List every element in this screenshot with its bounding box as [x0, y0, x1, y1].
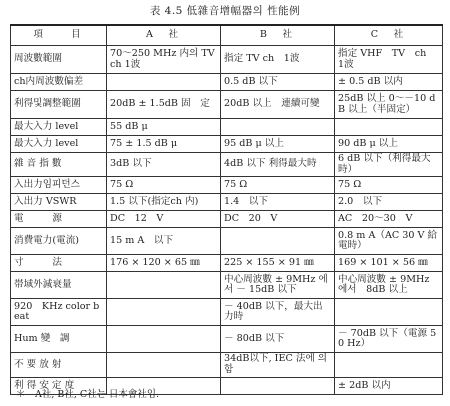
table-row [11, 91, 443, 119]
table-row [11, 272, 443, 299]
cell-c: ± 0.5 dB 以内 [335, 74, 443, 91]
cell-c: 0.8 m A（AC 30 V 給電時） [335, 228, 443, 255]
cell-b: 0.5 dB 以下 [221, 74, 335, 91]
cell-b: 指定 TV ch 1波 [221, 46, 335, 74]
cell-b [221, 119, 335, 136]
cell-c: AC 20～30 V [335, 211, 443, 228]
header-row [11, 25, 443, 46]
cell-b: 4dB 以下 利得最大時 [221, 153, 335, 177]
cell-c: 75 Ω [335, 177, 443, 194]
table-row [11, 211, 443, 228]
row-label: Hum 變 調 [11, 326, 107, 353]
header-item: 項 目 [11, 25, 107, 46]
cell-c: 169 × 101 × 56 ㎜ [335, 255, 443, 272]
table-row [11, 177, 443, 194]
cell-c: 2.0 以下 [335, 194, 443, 211]
cell-a [107, 74, 221, 91]
performance-table [10, 24, 443, 395]
cell-a: DC 12 V [107, 211, 221, 228]
row-label: 寸 法 [11, 255, 107, 272]
cell-b: DC 20 V [221, 211, 335, 228]
cell-c [335, 299, 443, 326]
cell-b: － 80dB 以下 [221, 326, 335, 353]
row-label: 不 要 放 射 [11, 353, 107, 377]
cell-b: 20dB 以上 連續可變 [221, 91, 335, 119]
table-row [11, 74, 443, 91]
table-row [11, 255, 443, 272]
cell-b: 225 × 155 × 91 ㎜ [221, 255, 335, 272]
table-row [11, 299, 443, 326]
table-row [11, 326, 443, 353]
row-label: 入出力임피던스 [11, 177, 107, 194]
row-label: 電 源 [11, 211, 107, 228]
table-row [11, 228, 443, 255]
row-label: 帯域外減衰量 [11, 272, 107, 299]
table-row [11, 194, 443, 211]
row-label: 入出力 VSWR [11, 194, 107, 211]
cell-a: 75 Ω [107, 177, 221, 194]
cell-a: 20dB ± 1.5dB 固 定 [107, 91, 221, 119]
cell-b: 34dB以下, IEC 法에 의함 [221, 353, 335, 377]
row-label: 周波數範圍 [11, 46, 107, 74]
cell-c [335, 353, 443, 377]
cell-a [107, 326, 221, 353]
cell-c: 中心周波數 ± 9MHz 에서 8dB 以上 [335, 272, 443, 299]
row-label: 920 KHz color beat [11, 299, 107, 326]
table-row [11, 353, 443, 377]
row-label: ch内周波數偏差 [11, 74, 107, 91]
header-company-c: C 社 [335, 25, 443, 46]
cell-c: 25dB 以上 0～－10 dB 以上（半固定） [335, 91, 443, 119]
header-company-a: A 社 [107, 25, 221, 46]
cell-a: 75 ± 1.5 dB μ [107, 136, 221, 153]
cell-a: 15 m A 以下 [107, 228, 221, 255]
table-row [11, 46, 443, 74]
table-row [11, 119, 443, 136]
cell-b: 75 Ω [221, 177, 335, 194]
cell-c [335, 119, 443, 136]
table-row [11, 153, 443, 177]
header-company-b: B 社 [221, 25, 335, 46]
cell-a: 176 × 120 × 65 ㎜ [107, 255, 221, 272]
cell-b: 中心周波數 ± 9MHz 에서 － 15dB 以下 [221, 272, 335, 299]
table-title: 表 4.5 低雜音增幅器의 性能例 [149, 5, 301, 17]
cell-a [107, 353, 221, 377]
cell-a: 55 dB μ [107, 119, 221, 136]
cell-c: 90 dB μ 以上 [335, 136, 443, 153]
footnote: ＊ A社, B社, C社는 日本會社임. [16, 389, 160, 400]
cell-b: － 40dB 以下，最大出力時 [221, 299, 335, 326]
row-label: 雜 音 指 數 [11, 153, 107, 177]
cell-c: － 70dB 以下（電源 50 Hz） [335, 326, 443, 353]
row-label: 消費電力(電流) [11, 228, 107, 255]
row-label: 利 得 安 定 度 [11, 377, 107, 394]
cell-b [221, 377, 335, 394]
row-label: 最大入力 level [11, 136, 107, 153]
cell-b [221, 228, 335, 255]
table-row [11, 136, 443, 153]
row-label: 最大入力 level [11, 119, 107, 136]
cell-c: 6 dB 以下（利得最大時） [335, 153, 443, 177]
cell-b: 95 dB μ 以上 [221, 136, 335, 153]
cell-a [107, 272, 221, 299]
cell-a: 3dB 以下 [107, 153, 221, 177]
cell-b: 1.4 以下 [221, 194, 335, 211]
cell-a [107, 299, 221, 326]
cell-a: 1.5 以下(指定ch 内) [107, 194, 221, 211]
row-label: 利得및調整範圍 [11, 91, 107, 119]
cell-c: 指定 VHF TV ch 1波 [335, 46, 443, 74]
cell-c: ± 2dB 以内 [335, 377, 443, 394]
cell-a: 70～250 MHz 内의 TV ch 1波 [107, 46, 221, 74]
